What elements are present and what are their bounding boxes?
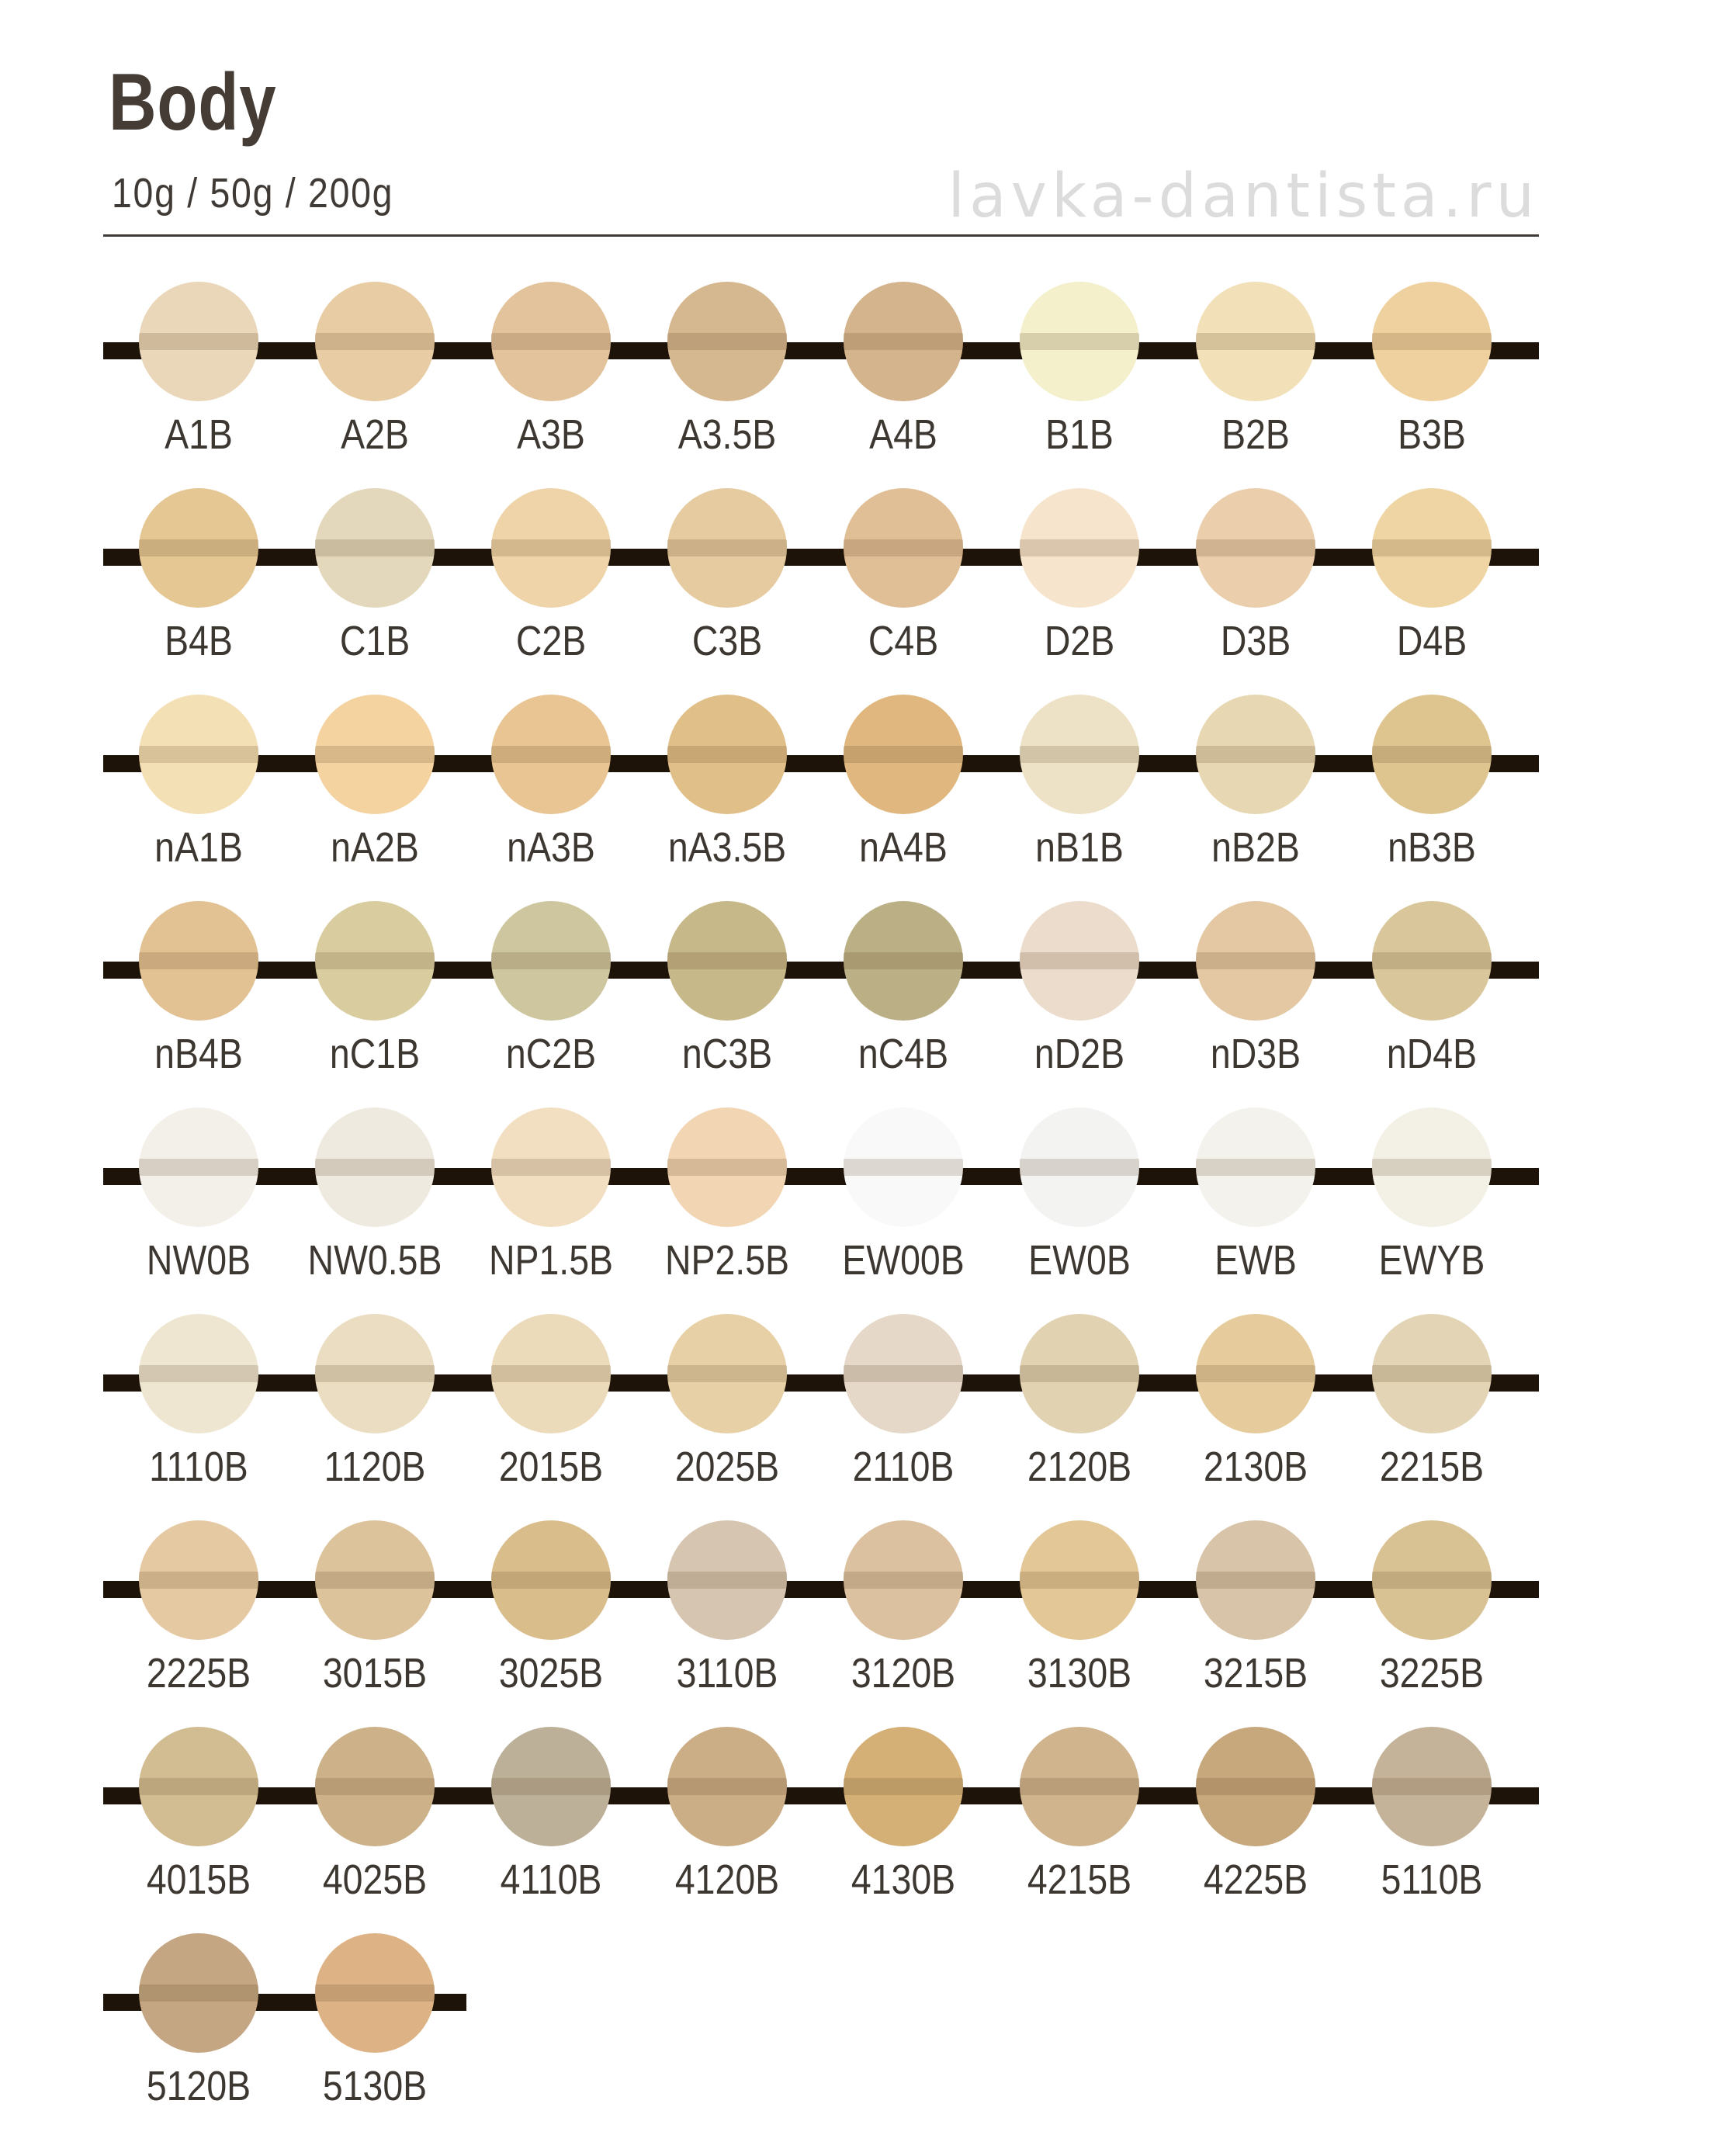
bar-overlap-band bbox=[1020, 952, 1139, 969]
bar-overlap-band bbox=[491, 539, 611, 556]
shade-color-dot bbox=[667, 1727, 787, 1846]
bar-overlap-band bbox=[491, 1365, 611, 1382]
shade-label: EWYB bbox=[1378, 1237, 1485, 1284]
shade-label: 4225B bbox=[1203, 1856, 1308, 1903]
bar-overlap-band bbox=[139, 746, 258, 763]
bar-overlap-band bbox=[1372, 1159, 1492, 1176]
shade-label: A3B bbox=[517, 411, 585, 458]
shade-color-dot bbox=[1020, 1107, 1139, 1227]
shade-label: B2B bbox=[1221, 411, 1290, 458]
bar-overlap-band bbox=[1020, 539, 1139, 556]
shade-label: A2B bbox=[341, 411, 409, 458]
shade-color-dot bbox=[491, 695, 611, 814]
shade-color-dot bbox=[1372, 1727, 1492, 1846]
bar-overlap-band bbox=[844, 333, 963, 350]
bar-overlap-band bbox=[1372, 952, 1492, 969]
shade-color-dot bbox=[491, 1727, 611, 1846]
shade-row bbox=[0, 342, 1736, 497]
bar-overlap-band bbox=[1196, 1572, 1315, 1589]
shade-color-dot bbox=[491, 1107, 611, 1227]
bar-overlap-band bbox=[315, 1365, 435, 1382]
shade-color-dot bbox=[844, 1727, 963, 1846]
bar-overlap-band bbox=[844, 952, 963, 969]
shade-color-dot bbox=[491, 282, 611, 401]
shade-color-dot bbox=[844, 1520, 963, 1640]
shade-color-dot bbox=[139, 1727, 258, 1846]
bar-overlap-band bbox=[491, 333, 611, 350]
shade-label: D3B bbox=[1220, 618, 1291, 664]
bar-overlap-band bbox=[667, 1159, 787, 1176]
bar-overlap-band bbox=[1196, 333, 1315, 350]
bar-overlap-band bbox=[1020, 333, 1139, 350]
shade-label: nB2B bbox=[1211, 824, 1300, 871]
shade-row bbox=[0, 1168, 1736, 1323]
shade-label: 2130B bbox=[1203, 1444, 1308, 1490]
shade-color-dot bbox=[844, 901, 963, 1021]
shade-label: nB1B bbox=[1035, 824, 1124, 871]
shade-color-dot bbox=[1372, 488, 1492, 608]
bar-overlap-band bbox=[1372, 1572, 1492, 1589]
shade-label: 3015B bbox=[322, 1650, 428, 1697]
shade-color-dot bbox=[491, 1520, 611, 1640]
bar-overlap-band bbox=[667, 746, 787, 763]
shade-label: 1120B bbox=[324, 1444, 426, 1490]
shade-color-dot bbox=[139, 695, 258, 814]
shade-label: nC1B bbox=[329, 1031, 421, 1077]
shade-label: 2120B bbox=[1027, 1444, 1132, 1490]
bar-overlap-band bbox=[1196, 1159, 1315, 1176]
bar-overlap-band bbox=[315, 1572, 435, 1589]
shade-row bbox=[0, 755, 1736, 910]
bar-overlap-band bbox=[139, 1778, 258, 1795]
bar-overlap-band bbox=[1196, 1365, 1315, 1382]
bar-overlap-band bbox=[1196, 952, 1315, 969]
shade-color-dot bbox=[1196, 901, 1315, 1021]
shade-color-dot bbox=[491, 488, 611, 608]
bar-overlap-band bbox=[1020, 1778, 1139, 1795]
bar-overlap-band bbox=[844, 1778, 963, 1795]
shade-color-dot bbox=[139, 1107, 258, 1227]
shade-color-dot bbox=[1196, 1314, 1315, 1433]
shade-color-dot bbox=[667, 901, 787, 1021]
shade-label: 2015B bbox=[498, 1444, 604, 1490]
bar-overlap-band bbox=[1372, 1365, 1492, 1382]
shade-label: 3120B bbox=[851, 1650, 956, 1697]
bar-overlap-band bbox=[139, 333, 258, 350]
shade-label: A1B bbox=[165, 411, 233, 458]
bar-overlap-band bbox=[315, 746, 435, 763]
shade-color-dot bbox=[667, 488, 787, 608]
shade-label: C4B bbox=[868, 618, 939, 664]
shade-label: nB4B bbox=[154, 1031, 243, 1077]
shade-color-dot bbox=[315, 1520, 435, 1640]
shade-label: 5120B bbox=[146, 2063, 251, 2109]
shade-label: A3.5B bbox=[677, 411, 777, 458]
shade-color-dot bbox=[1372, 282, 1492, 401]
bar-overlap-band bbox=[139, 1984, 258, 2002]
bar-overlap-band bbox=[1196, 539, 1315, 556]
shade-label: nD2B bbox=[1034, 1031, 1125, 1077]
bar-overlap-band bbox=[315, 952, 435, 969]
shade-color-dot bbox=[139, 1933, 258, 2053]
bar-overlap-band bbox=[139, 539, 258, 556]
shade-label: nD3B bbox=[1210, 1031, 1301, 1077]
shade-label: 2110B bbox=[852, 1444, 955, 1490]
bar-overlap-band bbox=[139, 1159, 258, 1176]
shade-color-dot bbox=[1372, 695, 1492, 814]
shade-label: 4130B bbox=[851, 1856, 956, 1903]
bar-overlap-band bbox=[1372, 333, 1492, 350]
shade-color-dot bbox=[667, 1107, 787, 1227]
shade-label: EW00B bbox=[842, 1237, 965, 1284]
shade-color-dot bbox=[315, 1107, 435, 1227]
shade-color-dot bbox=[315, 282, 435, 401]
bar-overlap-band bbox=[139, 1365, 258, 1382]
shade-label: B3B bbox=[1398, 411, 1466, 458]
shade-label: nB3B bbox=[1388, 824, 1476, 871]
bar-overlap-band bbox=[1372, 1778, 1492, 1795]
shade-label: 3225B bbox=[1379, 1650, 1485, 1697]
shade-label: 2215B bbox=[1379, 1444, 1485, 1490]
shade-color-dot bbox=[139, 282, 258, 401]
shade-label: nC2B bbox=[505, 1031, 597, 1077]
shade-label: 5110B bbox=[1381, 1856, 1483, 1903]
shade-color-dot bbox=[315, 901, 435, 1021]
shade-color-dot bbox=[667, 695, 787, 814]
shade-color-dot bbox=[1196, 488, 1315, 608]
bar-overlap-band bbox=[844, 746, 963, 763]
shade-color-dot bbox=[1372, 901, 1492, 1021]
shade-label: nA2B bbox=[331, 824, 419, 871]
shade-label: B4B bbox=[165, 618, 233, 664]
shade-color-dot bbox=[315, 1314, 435, 1433]
bar-overlap-band bbox=[844, 539, 963, 556]
bar-overlap-band bbox=[1020, 1159, 1139, 1176]
bar-overlap-band bbox=[1020, 746, 1139, 763]
shade-label: nD4B bbox=[1386, 1031, 1478, 1077]
shade-label: C1B bbox=[339, 618, 411, 664]
shade-color-dot bbox=[844, 695, 963, 814]
shade-color-dot bbox=[844, 1314, 963, 1433]
shade-label: D2B bbox=[1044, 618, 1115, 664]
shade-color-dot bbox=[1020, 282, 1139, 401]
watermark: lavka-dantista.ru bbox=[948, 161, 1539, 231]
shade-row bbox=[0, 1581, 1736, 1736]
bar-overlap-band bbox=[667, 539, 787, 556]
bar-overlap-band bbox=[491, 1572, 611, 1589]
shade-color-dot bbox=[315, 488, 435, 608]
shade-color-dot bbox=[1196, 282, 1315, 401]
shade-row bbox=[0, 549, 1736, 704]
shade-color-dot bbox=[139, 1314, 258, 1433]
bar-overlap-band bbox=[1196, 746, 1315, 763]
shade-label: 2225B bbox=[146, 1650, 251, 1697]
shade-color-dot bbox=[667, 1520, 787, 1640]
shade-label: nA3B bbox=[507, 824, 595, 871]
shade-label: NW0.5B bbox=[307, 1237, 442, 1284]
shade-label: nC4B bbox=[858, 1031, 949, 1077]
shade-color-dot bbox=[844, 282, 963, 401]
shade-label: EWB bbox=[1215, 1237, 1297, 1284]
shade-label: 5130B bbox=[322, 2063, 428, 2109]
shade-color-dot bbox=[1372, 1520, 1492, 1640]
shade-color-dot bbox=[315, 1933, 435, 2053]
shade-color-dot bbox=[1020, 1314, 1139, 1433]
shade-label: 2025B bbox=[674, 1444, 780, 1490]
shade-color-dot bbox=[491, 1314, 611, 1433]
bar-overlap-band bbox=[1020, 1365, 1139, 1382]
shade-label: EW0B bbox=[1028, 1237, 1131, 1284]
shade-color-dot bbox=[1020, 1520, 1139, 1640]
bar-overlap-band bbox=[667, 333, 787, 350]
shade-color-dot bbox=[1020, 695, 1139, 814]
shade-color-dot bbox=[1196, 1107, 1315, 1227]
shade-label: 3110B bbox=[676, 1650, 778, 1697]
bar-overlap-band bbox=[1372, 746, 1492, 763]
shade-color-dot bbox=[667, 282, 787, 401]
shade-label: NW0B bbox=[146, 1237, 251, 1284]
bar-overlap-band bbox=[844, 1572, 963, 1589]
bar-overlap-band bbox=[1372, 539, 1492, 556]
shade-row bbox=[0, 1787, 1736, 1943]
shade-label: 3130B bbox=[1027, 1650, 1132, 1697]
bar-overlap-band bbox=[1196, 1778, 1315, 1795]
bar-overlap-band bbox=[844, 1365, 963, 1382]
bar-overlap-band bbox=[315, 539, 435, 556]
shade-color-dot bbox=[844, 488, 963, 608]
shade-label: NP2.5B bbox=[664, 1237, 790, 1284]
bar-overlap-band bbox=[315, 1159, 435, 1176]
bar-overlap-band bbox=[491, 1778, 611, 1795]
shade-label: A4B bbox=[869, 411, 937, 458]
bar-overlap-band bbox=[844, 1159, 963, 1176]
bar-overlap-band bbox=[491, 746, 611, 763]
bar-overlap-band bbox=[315, 333, 435, 350]
shade-color-dot bbox=[139, 901, 258, 1021]
bar-overlap-band bbox=[667, 1778, 787, 1795]
shade-label: C2B bbox=[515, 618, 587, 664]
shade-color-dot bbox=[1196, 695, 1315, 814]
shade-label: 4025B bbox=[322, 1856, 428, 1903]
shade-color-dot bbox=[315, 1727, 435, 1846]
shade-label: 3215B bbox=[1203, 1650, 1308, 1697]
bar-overlap-band bbox=[139, 1572, 258, 1589]
shade-label: 4015B bbox=[146, 1856, 251, 1903]
shade-label: nA1B bbox=[154, 824, 243, 871]
bar-overlap-band bbox=[667, 1365, 787, 1382]
page-title: Body bbox=[109, 57, 277, 147]
bar-overlap-band bbox=[1020, 1572, 1139, 1589]
shade-label: 4110B bbox=[500, 1856, 602, 1903]
header-divider bbox=[103, 234, 1539, 237]
shade-label: 4215B bbox=[1027, 1856, 1132, 1903]
shade-color-dot bbox=[1020, 901, 1139, 1021]
shade-label: B1B bbox=[1045, 411, 1114, 458]
shade-color-dot bbox=[139, 1520, 258, 1640]
shade-label: nC3B bbox=[681, 1031, 773, 1077]
shade-row bbox=[0, 1374, 1736, 1530]
shade-color-dot bbox=[1020, 1727, 1139, 1846]
package-sizes: 10g / 50g / 200g bbox=[112, 170, 394, 217]
shade-label: nA3.5B bbox=[667, 824, 787, 871]
bar-overlap-band bbox=[667, 952, 787, 969]
shade-color-dot bbox=[1196, 1520, 1315, 1640]
shade-row bbox=[0, 1994, 1736, 2149]
shade-color-dot bbox=[1020, 488, 1139, 608]
shade-label: D4B bbox=[1396, 618, 1467, 664]
shade-color-dot bbox=[491, 901, 611, 1021]
bar-overlap-band bbox=[315, 1984, 435, 2002]
shade-label: 4120B bbox=[674, 1856, 780, 1903]
bar-overlap-band bbox=[491, 952, 611, 969]
shade-label: C3B bbox=[691, 618, 763, 664]
shade-label: nA4B bbox=[859, 824, 948, 871]
shade-color-dot bbox=[1372, 1314, 1492, 1433]
shade-color-dot bbox=[315, 695, 435, 814]
bar-overlap-band bbox=[315, 1778, 435, 1795]
shade-color-dot bbox=[1196, 1727, 1315, 1846]
shade-color-dot bbox=[667, 1314, 787, 1433]
shade-row bbox=[0, 962, 1736, 1117]
shade-label: 1110B bbox=[149, 1444, 248, 1490]
shade-color-dot bbox=[1372, 1107, 1492, 1227]
shade-label: NP1.5B bbox=[488, 1237, 614, 1284]
shade-color-dot bbox=[139, 488, 258, 608]
bar-overlap-band bbox=[491, 1159, 611, 1176]
bar-overlap-band bbox=[139, 952, 258, 969]
shade-color-dot bbox=[844, 1107, 963, 1227]
shade-label: 3025B bbox=[498, 1650, 604, 1697]
bar-overlap-band bbox=[667, 1572, 787, 1589]
